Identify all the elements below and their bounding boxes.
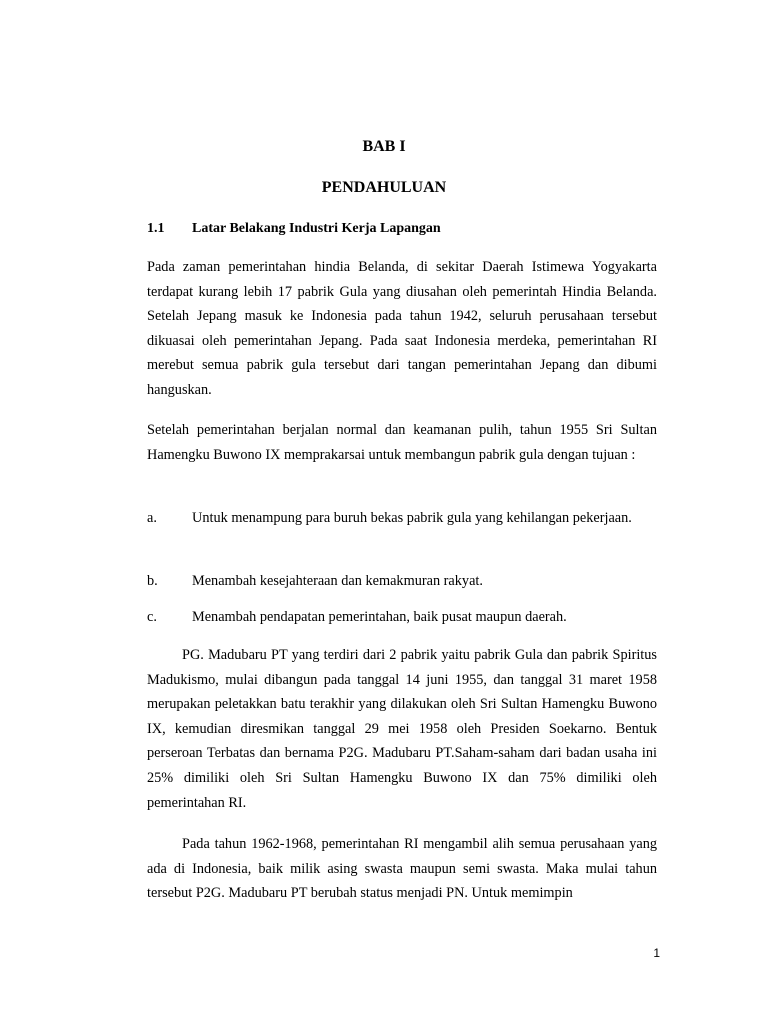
list-marker: c. xyxy=(147,609,157,625)
list-marker: b. xyxy=(147,573,158,589)
section-number: 1.1 xyxy=(147,221,165,236)
list-item-text: Untuk menampung para buruh bekas pabrik gula yang kehilangan pekerjaan. xyxy=(192,510,632,526)
paragraph: Setelah pemerintahan berjalan normal dan keamanan pulih, tahun 1955 Sri Sultan Hamengku Buwono IX memprakarsai untuk membangun pabrik gula dengan tujuan : xyxy=(147,422,657,463)
list-item xyxy=(147,506,657,531)
section-heading xyxy=(147,221,441,237)
list-item-text: Menambah kesejahteraan dan kemakmuran rakyat. xyxy=(192,573,483,589)
paragraph: Pada tahun 1962-1968, pemerintahan RI mengambil alih semua perusahaan yang ada di Indonesia, baik milik asing swasta maupun semi swasta. Maka mulai tahun tersebut P2G. Madubaru PT berubah status menjadi PN. Untuk memimpin xyxy=(147,836,657,902)
chapter-title: PENDAHULUAN xyxy=(321,179,447,196)
section-title: Latar Belakang Industri Kerja Lapangan xyxy=(192,221,441,236)
list-item xyxy=(147,605,657,630)
paragraph: PG. Madubaru PT yang terdiri dari 2 pabrik yaitu pabrik Gula dan pabrik Spiritus Madukismo, mulai dibangun pada tanggal 14 juni 1955, dan tanggal 31 maret 1958 merupakan peletakkan batu terakhir yang dilakukan oleh Sri Sultan Hamengku Buwono IX, kemudian diresmikan tanggal 29 mei 1958 oleh Presiden Soekarno. Bentuk perseroan Terbatas dan bernama P2G. Madubaru PT.Saham-saham dari badan usaha ini 25% dimiliki oleh Sri Sultan Hamengku Buwono IX dan 75% dimiliki oleh pemerintahan RI. xyxy=(147,647,657,811)
list-marker: a. xyxy=(147,510,157,526)
page-number: 1 xyxy=(653,946,660,960)
list-item-text: Menambah pendapatan pemerintahan, baik pusat maupun daerah. xyxy=(192,609,567,625)
paragraph: Pada zaman pemerintahan hindia Belanda, di sekitar Daerah Istimewa Yogyakarta terdapat kurang lebih 17 pabrik Gula yang diusahan oleh pemerintah Hindia Belanda. Setelah Jepang masuk ke Indonesia pada tahun 1942, seluruh perusahaan tersebut dikuasai oleh pemerintahan Jepang. Pada saat Indonesia merdeka, pemerintahan RI merebut semua pabrik gula tersebut dari tangan pemerintahan Jepang dan dibumi hanguskan. xyxy=(147,259,657,398)
list-item xyxy=(147,569,657,594)
chapter-label: BAB I xyxy=(362,138,406,155)
